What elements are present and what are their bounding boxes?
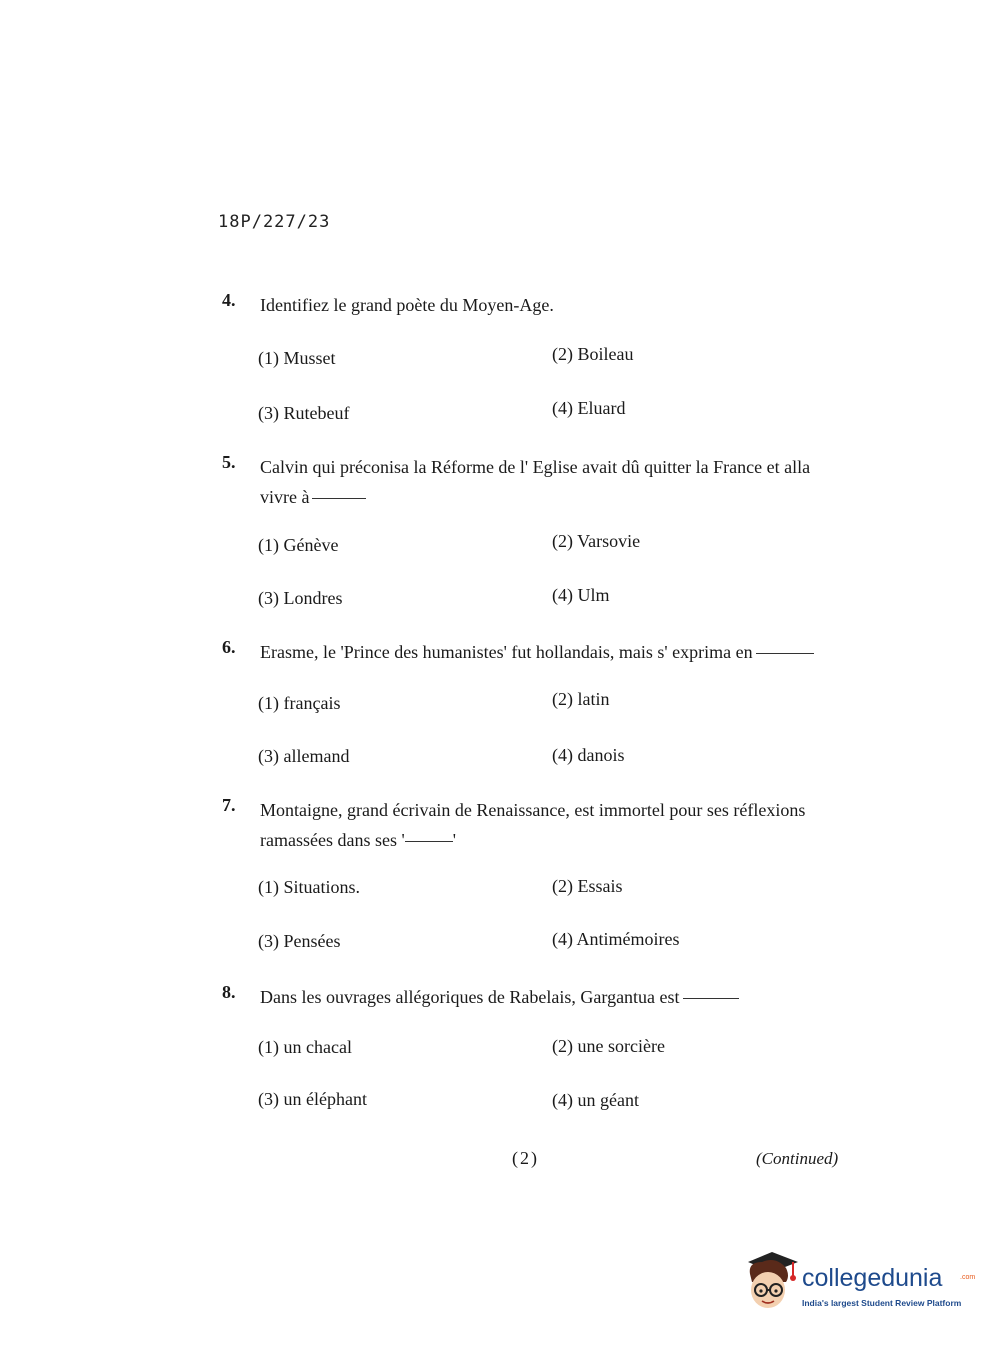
logo-suffix: .com	[960, 1274, 976, 1281]
q4-option-1: (1) Musset	[258, 348, 336, 368]
question-text: Identifiez le grand poète du Moyen-Age.	[260, 295, 554, 315]
question-number: 4.	[222, 290, 236, 310]
q5-option-4: (4) Ulm	[552, 585, 610, 605]
q6-option-2: (2) latin	[552, 689, 610, 709]
q5-option-1: (1) Génève	[258, 535, 339, 555]
question-text-fragment: '	[452, 830, 456, 850]
q8-option-3: (3) un éléphant	[258, 1089, 367, 1109]
q7-option-4: (4) Antimémoires	[552, 929, 680, 949]
q5-option-2: (2) Varsovie	[552, 531, 641, 551]
question-text-fragment: Erasme, le 'Prince des humanistes' fut hollandais, mais s' exprima en	[260, 642, 753, 662]
q7-option-3: (3) Pensées	[258, 931, 341, 951]
continued-label: (Continued)	[756, 1149, 839, 1168]
question-number: 8.	[222, 982, 236, 1002]
q7-option-2: (2) Essais	[552, 876, 623, 896]
collegedunia-logo	[742, 1248, 976, 1318]
student-mascot-icon	[742, 1248, 800, 1314]
question-text-line	[260, 825, 850, 855]
question-text-line	[260, 482, 850, 512]
question-text-line: Calvin qui préconisa la Réforme de l' Eglise avait dû quitter la France et alla	[260, 457, 811, 477]
question-text-fragment: Dans les ouvrages allégoriques de Rabelais, Gargantua est	[260, 987, 680, 1007]
question-text-fragment: ramassées dans ses '	[260, 830, 405, 850]
logo-wordmark: collegedunia	[802, 1264, 943, 1292]
question-text	[260, 795, 850, 855]
answer-blank	[312, 498, 366, 499]
question-text	[260, 982, 850, 1012]
question-text	[260, 452, 850, 512]
question-number: 7.	[222, 795, 236, 815]
q8-option-1: (1) un chacal	[258, 1037, 352, 1057]
q7-option-1: (1) Situations.	[258, 877, 360, 897]
question-number: 5.	[222, 452, 236, 472]
q4-option-2: (2) Boileau	[552, 344, 634, 364]
answer-blank	[756, 653, 814, 654]
q4-option-3: (3) Rutebeuf	[258, 403, 350, 423]
q6-option-3: (3) allemand	[258, 746, 350, 766]
q8-option-2: (2) une sorcière	[552, 1036, 665, 1056]
paper-code: 18P/227/23	[218, 212, 331, 232]
answer-blank	[405, 841, 453, 842]
q6-option-1: (1) français	[258, 693, 341, 713]
q5-option-3: (3) Londres	[258, 588, 343, 608]
q6-option-4: (4) danois	[552, 745, 625, 765]
page-number: (2)	[512, 1148, 539, 1168]
logo-tagline: India's largest Student Review Platform	[802, 1298, 962, 1308]
question-text	[260, 637, 850, 667]
q4-option-4: (4) Eluard	[552, 398, 626, 418]
question-number: 6.	[222, 637, 236, 657]
answer-blank	[683, 998, 739, 999]
question-text-fragment: vivre à	[260, 487, 310, 507]
question-text-line: Montaigne, grand écrivain de Renaissance, est immortel pour ses réflexions	[260, 800, 806, 820]
q8-option-4: (4) un géant	[552, 1090, 639, 1110]
